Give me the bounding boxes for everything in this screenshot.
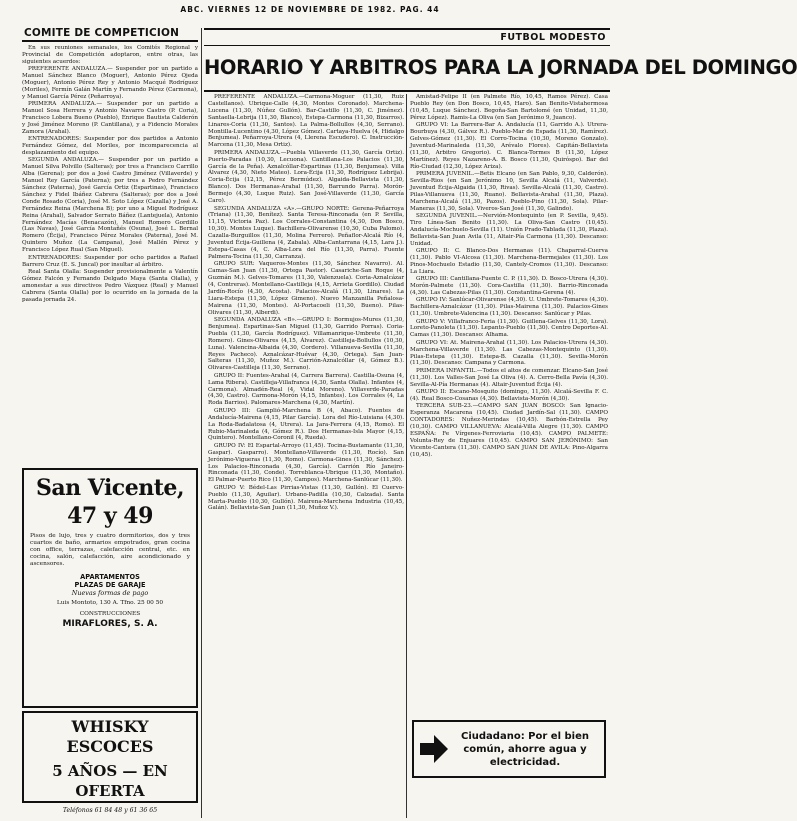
ad-whisky-phone: Teléfonos 61 84 48 y 61 36 65 [62, 806, 158, 814]
schedule-paragraph: TERCERA SUB-23.—CAMPO SAN JUAN BOSCO: San Ignacio-Esperanza Macarena (10,45). Ciudad Jardín-Sal (11,30). CAMPO CONTADORES: Nuñez-Merindas (10,45). Barbón-Estrella Pey (10,30). CAMPO VILLANUEVA: Alcalá-Villa Alegre (11,30). CAMPO ESPAÑA: Fe Vírgenes-Ferroviaria (10,45). CAMPO PALMETE: Volunta-Rey de Enjuares (10,45). CAMPO SAN JERÓNIMO: San Vicente-Cantera (11,30). CAMPO SAN JUAN DE AVILA: Pino-Algarra (10,45). [410, 403, 608, 458]
schedule-paragraph: GRUPO SUR: Vaqueros-Montes (11,30, Sánchez Navarro). Al. Camas-San Juan (11,30, Ortega Pastor). Casariche-San Roque (4, Guzmán M.). Gelves-Tomares (11,30, Valenzuela). Coria-Aznalcázar (4, Contreras). Montellano-Castilleja (4,15, Arrieta Gordillo). Ciudad Jardín-Rocío (4,30, Acosta). Palacios-Alcalá (11,30, Linares). La Liara-Estepa (11,30, López Gimeno). Nuevo Manzanilla Peñalosa-Mairena (11,30, Montes). Al-Portacoeli (11,30, Bueno). Pilas-Olivares (11,30, Alberdi). [208, 261, 404, 316]
headline-rule [204, 90, 610, 92]
schedule-paragraph: PRIMERA ANDALUZA.—Puebla Villaverde (11,30, García Ortiz). Puerto-Paradas (10,30, Lecuona). Cantillana-Los Palacios (11,30, García de la Peña). Aznalcóllar-Espartinas (11,30, Benjumea). Villa Álvarez (4,30, Nieto Mateo). Lora-Écija (11,30, Rodríguez Lebrija). Coria-Écija (12,15, Pérez Bermúdez). Algaida-Bellavista (11,30, Blanco). Dos Hermanas-Arahal (11,30, Barrundo Parra). Morón-Bermejo (4,30, Luque Ruiz). San José-Villaverde (11,30, García Caro). [208, 149, 404, 205]
schedule-paragraph: GRUPO IV: Sanlúcar-Olivarense (4,30). U. Umbrete-Tomares (4,30). Bachillera-Aznalcázar (11,30). Pilas-Mairena (11,30). Palacios-Gines (11,30). Umbrete-Valencina (11,30). Descanso: Sanlúcar y Pilas. [410, 297, 608, 318]
schedule-column-2 [410, 94, 608, 720]
schedule-paragraph: PRIMERA INFANTIL.—Todos el altos de comenzar. Elcano-San José (11,30). Los Valles-San José La Oliva (4). A. Cerro-Bella Pavía (4,30). Sevilla-Al-Pía Hermanas (4). Altair-Juventud Écija (4). [410, 367, 608, 388]
comite-body [22, 45, 198, 465]
schedule-paragraph: SEGUNDA ANDALUZA «A».—GRUPO NORTE: Gerena-Peñarroya (Triana) (11,30, Benítez). Santa Teresa-Rinconada (en P. Sevilla, 11,15, Victoria Paz). Los Corrales-Constantina (4,30, Don Bosco, 10,30). Montes Luque). Bachillera-Olivarense (10,30, Cuba Palomo). Cazalla-Burguillos (11,30, Molina Ferrero). Peñaflor-Alcalá Río (4, Juventud Écija-Guillena (4, Zabala). Alba-Cantarrana (4,15, Lara J.). Estepa-Casas (4, C. Alba-Lora del Río (11,30, Parra). Fuente Palmera-Tocina (11,30, Carranza). [208, 205, 404, 260]
schedule-paragraph: GRUPO III: Gamplió-Marchena B (4, Abaco). Fuentes de Andalucía-Mairena (4,15, Pilar García). Lora del Río-Luisiana (4,30). La Roda-Badalatosa (4, Utrera). La Jara-Ferrera (4,15, Romo). El Rubio-Marinaleda (4, Gómez R.). Dos Hermanas-Isla Mayor (4,15, Quintero). Montellano-Coronil (4, Rueda). [208, 407, 404, 442]
schedule-paragraph: PREFERENTE ANDALUZA.—Carmona-Moguer (11,30, Ruiz Castellanos). Ubrique-Calle (4,30, Montes Coronado). Marchena-Lucena (11,30, Núñez Gullón). Bar-Castillo (11,30, C. Jiménez). Santaella-Lebrija (11,30, Blanco), Estepa-Carmona (11,30, Bizarros). Linares-Coria (11,30, Santos). La Palma-Bollullos (4,30, Serrano). Montilla-Lucentino (4,30, López Gómez). Cartaya-Huelva (4, Hidalgo Benjumea). Peñarroya-Utrera (4, Llerena Escudero). C. Instrucción-Marcena (11,30, Mesa Ortiz). [208, 94, 404, 149]
schedule-paragraph: GRUPO V: Bédel-Las Pirrias-Vistas (11,30, Gullón). El Cuervo-Pueblo (11,30, Aguilar). Urbano-Padilla (10,30, Calzada). Santa Marta-Pueblo (10,30, Gullón). Mairena-Marchena Industria (10,45, Galán). Bellavista-San Juan (11,30, Muñoz V.). [208, 484, 404, 512]
ad-whisky-title: WHISKY ESCOCES [66, 716, 154, 756]
ad-san-vicente-text: Pisos de lujo, tres y cuatro dormitorios, dos y tres cuartos de baño, armarios empotrados, gran cocina con office, terrazas, calefacción central, etc. en cocina, salón, calefacción, aire acondicionado y ascensores. [30, 532, 190, 567]
ad-whisky-offer: 5 AÑOS — EN OFERTA [52, 761, 168, 800]
page-header: ABC. VIERNES 12 DE NOVIEMBRE DE 1982. PAG. 44 [180, 5, 440, 14]
schedule-paragraph: SEGUNDA JUVENIL.—Nervión-Montequinto (en P. Sevilla, 9,45). Tiro Línea-San Benito (11,30). La Oliva-San Castro (10,45). Andalucía-Mochuelo-Sevilla (11). Unión Prado-Tablada (11,30, Plaza). Bellavista-San Juan Avila (11, Altair-Pía Carmona (11,30). Descanso: Unidad. [410, 212, 608, 247]
schedule-paragraph: GRUPO II: Escano-Mosquito (domingo, 11,30). Alcalá-Sevilla F. C. (4). Real Bosco-Cosanas (4,30). Bellavista-Morón (4,30). [410, 389, 608, 402]
comite-paragraph: En sus reuniones semanales, los Comités Regional y Provincial de Competición adoptaron, entre otras, las siguientes acuerdos: [22, 44, 198, 65]
schedule-paragraph: PRIMERA JUVENIL.—Betis Elcano (en San Pablo, 9,30, Calderón). Sevilla-Rios (en San Jerónimo 10, Sevilla Alcalá (11, Valverde). Juventud Écija-Algaida (11,30, Rivas). Sevilla-Alcalá (11,30, Castro). Pilas-Villanueva (11,30, Ruano). Bellavista-Arahal (11,30, Plaza). Marchena-Alcalá (11,30, Pazos). Pueblo-Pino (11,30, Sola). Pilar-Maneras (11,30, Sola). Viveros-San José (11,30, Galindo). [410, 170, 608, 212]
column-divider [406, 94, 407, 818]
ad-payment: Nuevas formas de pago [71, 588, 149, 597]
schedule-paragraph: GRUPO VI: At. Mairena-Arahal (11,30). Los Palacios-Utrera (4,30). Marchena-Villaverde (11,30). Las Cabezas-Montequinto (11,30). Pilas-Estepa (11,30). Estepa-B. Cazalla (11,30). Sevilla-Morón (11,30). Descanso: Campana y Carmona. [410, 339, 608, 367]
civic-notice: Ciudadano: Por el bien común, ahorre agua y electricidad. [461, 730, 589, 768]
schedule-paragraph: GRUPO II: Fuentes-Arahal (4, Carrera Barrera). Castilla-Osuna (4, Lama Ribera). Castilleja-Villafranca (4,30, Santa Olalla). Infantes (4, Carmona). Almadén-Real (4, Vidal Moreno). Villaverde-Paradas (4,30, Castro). Carmona-Morón (4,15, Infantes). Los Corrales (4, La Roda Barrios). Palomares-Marchena (4,30, Martín). [208, 372, 404, 407]
comite-paragraph: ENTRENADORES: Suspender por dos partidos a Antonio Fernández Gómez, del Moriles, por incomparecencia al desplazamiento del equipo. [22, 136, 198, 156]
comite-paragraph: Real Santa Olalla: Suspender provisionalmente a Valentín Gómez Falcón y Fernando Delgado Maya (Santa Olalla), y amonestar a sus directivos Pedro Vázquez (Real) y Manuel Cabrera (Santa Olalla) por lo ocurrido en la jornada de la pasada jornada 24. [22, 268, 198, 303]
schedule-column-1 [208, 94, 404, 816]
comite-paragraph: PREFERENTE ANDALUZA.— Suspender por un partido a Manuel Sánchez Blanco (Moguer), Antonio Pérez Ojeda (Moguer), Antonio Pérez Rey y Antonio Macqué Rodríguez (Moriles), Fermín Galán Martín y Fernando Pérez (Carmona), y Manuel García Pérez (Peñarroya). [22, 66, 198, 100]
schedule-paragraph: GRUPO V: Villafranco-Feria (11,30). Guillena-Gelves (11,30, Lora). Loreto-Panoleta (11,30). Lepanto-Pueblo (11,30). Centro Deportes-Al. Camas (11,30). Descanso: Alhama. [410, 318, 608, 339]
schedule-paragraph: GRUPO III: Cantillana-Fuente C. P. (11,30). D. Bosco-Utrera (4,30). Morón-Palmete (11,30). Cora-Castilla (11,30). Barrio-Rinconada (4,30). Las Cabezas-Pilas (11,30). Constantina-Gerena (4). [410, 276, 608, 296]
ad-address: Luis Montoto, 130 A. Tfno. 25 00 50 [56, 599, 164, 606]
schedule-paragraph: GRUPO VI: La Barrera-Bar A. Andalucía (11, Garrido A.). Utrera-Bourbuya (4,30, Gálvez R.). Pueblo-Mar de Espada (11,30, Ramírez). Gelves-Gómez (11,30). El Corro-Tocina (10,30, Moreno Gonzalo). Juventud-Marinaleda (11,30, Arévalo Flores). Capitán-Bellavista (11,30, Arbitro Gregorio). C. Blanca-Tormes B (11,30, López Martínez). Reyes Nazareno-A. B. Bosco (11,30, Quiróspo). Bar del Río-Ciudad (12,30, López Ariza). [410, 122, 608, 170]
headline: HORARIO Y ARBITROS PARA LA JORNADA DEL DOMINGO [204, 56, 797, 79]
ad-garage: PLAZAS DE GARAJE [74, 580, 146, 589]
comite-paragraph: PRIMERA ANDALUZA.— Suspender por un partido a Manuel Sosa Herrera y Antonio Navarro Castro (P. Coria), Francisco Lobera Bueno (Pueblo), Enrique Bautista Calderón y José Jiménez Moreno (P. Cantillana), y a Fidencio Morales Zamora (Arahal). [22, 101, 198, 135]
comite-paragraph: ENTRENADORES: Suspender por ocho partidos a Rafael Barrero Cruz (E. S. Juncal) por insultar al árbitro. [22, 254, 198, 268]
ad-san-vicente-title: San Vicente, 47 y 49 [35, 474, 185, 529]
ad-company-label: CONSTRUCCIONES [79, 610, 141, 617]
arrow-icon [414, 729, 450, 769]
civic-notice-box [412, 720, 606, 778]
column-divider [201, 28, 202, 818]
left-column [22, 28, 198, 818]
comite-paragraph: SEGUNDA ANDALUZA.— Suspender por un partido a Manuel Silva Polvillo (Salteras); por tres a Francisco Carrillo Alba (Gerena); por dos a José Castro Jiménez (Villaverde) y Manuel Rey García (Paterna); por tres a Pedro Fernández Sánchez (Paterna), José García Ortiz (Espartinas), Francisco Sánchez y Fidel Ibáñez Cabrera (Salteras); por dos a José Conde Rosado (Coria), José M. Soto López (Cazalla) y José A. Fernández Reina (Marchena B); por uno a Miguel Rodríguez Reina (Arahal), Salvador Serrato Báñez (Lantejuela), Antonio Fernández Macías (Benacazón), Manuel Romero Gordillo (Las Navas), José García Montañés (Osuna), José L. Bernal Romero (Écija), Francisco Pérez Morales (Paterna), José M. Quintero Muñoz (La Campana), José Mallén Pérez y Francisco López Rual (San Miguel). [22, 157, 198, 254]
schedule-paragraph: GRUPO II: C. Blanco-Dos Hermanas (11). Chaparral-Cuerva (11,30). Pablo VI-Alcosa (11,30). Marchena-Bermejales (11,30). Los Pinos-Mochuelo Estadio (11,30, Cantely-Cromos (11,30). Descanso: La Liara. [410, 247, 608, 275]
ad-company: MIRAFLORES, S. A. [62, 618, 158, 629]
section-bar [204, 28, 610, 46]
ad-apartments: APARTAMENTOS [80, 572, 140, 581]
comite-title: COMITE DE COMPETICION [22, 28, 198, 42]
schedule-paragraph: GRUPO IV: El Espartal-Arroyo (11,45). Tocina-Bustamante (11,30, Gaspar). Gasparro). Montellano-Villaverde (11,30, Rocío). San Jerónimo-Vigueras (11,30, Romo). Carmona-Gines (11,30, Sánchez). Los Palacios-Rinconada (4,30, García). Carrión Río Janeiro-Rinconada (11,30, Conde). Torreblanca-Ubrique (11,30, Montaño). El Palmar-Puerto Rico (11,30, Campos). Marchena-Sanlúcar (11,30). [208, 442, 404, 484]
section-label: FUTBOL MODESTO [500, 32, 606, 43]
schedule-paragraph: SEGUNDA ANDALUZA «B».—GRUPO I: Bormujos-Mures (11,30, Benjumea). Espartinas-San Miguel (11,30, Garrido Porras). Coria-Puebla (11,30, García Rodríguez). Villamanrique-Umbrete (11,30, Romero). Gines-Olivares (4,15, Álvarez). Castilleja-Bollullos (10,30, Luna). Valencina-Albaida (4,30, Cordero). Villanueva-Sevilla (11,30, Reyes Pacheco). Aznalcázar-Huévar (4,30, Ortega). San Juan-Salteras (11,30, Muñoz M.). Carrión-Aznalcóllar (4, Gómez B.). Olivares-Castilleja (11,30, Serrano). [208, 317, 404, 372]
schedule-paragraph: Amistad-Felipe II (en Palmete Río, 10,45, Ramos Pérez). Casa Pueblo Rey (en Don Bosco, 10,45, Haro). San Benito-Vistahermosa (10,45, Luque Sánchez). Begoña-San Bartolomé (en Unidad, 11,30, Pérez López). Ramis-La Oliva (en San Jerónimo 9, Juanco). [410, 94, 608, 121]
ad-whisky [22, 711, 198, 814]
ad-san-vicente [22, 468, 198, 708]
